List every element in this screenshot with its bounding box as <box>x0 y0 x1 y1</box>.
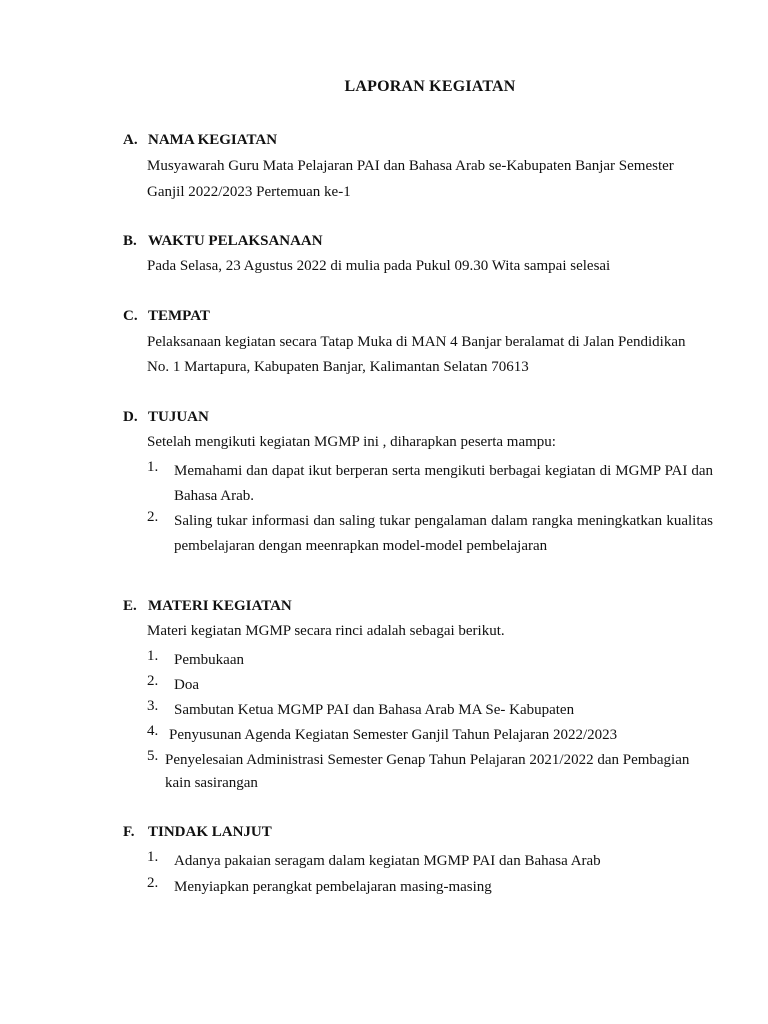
section-a-line-1: Musyawarah Guru Mata Pelajaran PAI dan Bahasa Arab se-Kabupaten Banjar Semester <box>147 158 674 174</box>
section-a-line-2: Ganjil 2022/2023 Pertemuan ke-1 <box>147 184 351 200</box>
list-text: Menyiapkan perangkat pembelajaran masing-masing <box>174 879 492 895</box>
document-title: LAPORAN KEGIATAN <box>344 78 516 95</box>
list-number: 5. <box>147 748 159 764</box>
list-number: 2. <box>147 875 159 891</box>
section-title: TEMPAT <box>148 308 210 324</box>
section-heading-a <box>123 132 277 149</box>
section-b-line-1: Pada Selasa, 23 Agustus 2022 di mulia pada Pukul 09.30 Wita sampai selesai <box>147 258 611 274</box>
list-text: Saling tukar informasi dan saling tukar pengalaman dalam rangka meningkatkan kualitas pembelajaran dengan meenrapkan model-model pembelajaran <box>174 513 713 554</box>
section-c-line-2: No. 1 Martapura, Kabupaten Banjar, Kalimantan Selatan 70613 <box>147 359 529 375</box>
list-number: 2. <box>147 509 159 525</box>
section-heading-e <box>123 598 292 615</box>
list-number: 4. <box>147 723 159 739</box>
list-text: Adanya pakaian seragam dalam kegiatan MGMP PAI dan Bahasa Arab <box>174 853 601 869</box>
section-c-line-1: Pelaksanaan kegiatan secara Tatap Muka di MAN 4 Banjar beralamat di Jalan Pendidikan <box>147 334 686 350</box>
section-d-intro: Setelah mengikuti kegiatan MGMP ini , diharapkan peserta mampu: <box>147 434 556 450</box>
list-text: Sambutan Ketua MGMP PAI dan Bahasa Arab MA Se- Kabupaten <box>174 702 575 718</box>
section-heading-f <box>123 824 272 841</box>
section-heading-d <box>123 409 209 426</box>
list-number: 1. <box>147 459 159 475</box>
list-number: 1. <box>147 849 159 865</box>
list-number: 2. <box>147 673 159 689</box>
section-heading-c <box>123 308 210 325</box>
section-letter: B. <box>123 233 137 249</box>
section-title: MATERI KEGIATAN <box>148 598 292 614</box>
list-text: Penyusunan Agenda Kegiatan Semester Ganjil Tahun Pelajaran 2022/2023 <box>169 727 618 743</box>
list-text: Penyelesaian Administrasi Semester Genap Tahun Pelajaran 2021/2022 dan Pembagian <box>165 752 690 768</box>
section-letter: D. <box>123 409 138 425</box>
section-letter: F. <box>123 824 135 840</box>
section-letter: A. <box>123 132 138 148</box>
section-e-intro: Materi kegiatan MGMP secara rinci adalah sebagai berikut. <box>147 623 505 639</box>
section-title: WAKTU PELAKSANAAN <box>148 233 323 249</box>
list-text: Doa <box>174 677 199 693</box>
list-text: Pembukaan <box>174 652 244 668</box>
section-title: TUJUAN <box>148 409 209 425</box>
section-heading-b <box>123 233 323 250</box>
section-letter: E. <box>123 598 137 614</box>
list-text: Memahami dan dapat ikut berperan serta mengikuti berbagai kegiatan di MGMP PAI dan Bahasa Arab. <box>174 463 713 504</box>
list-text-continuation: kain sasirangan <box>165 775 258 791</box>
list-number: 3. <box>147 698 159 714</box>
section-title: TINDAK LANJUT <box>148 824 272 840</box>
section-letter: C. <box>123 308 138 324</box>
section-title: NAMA KEGIATAN <box>148 132 278 148</box>
list-number: 1. <box>147 648 159 664</box>
